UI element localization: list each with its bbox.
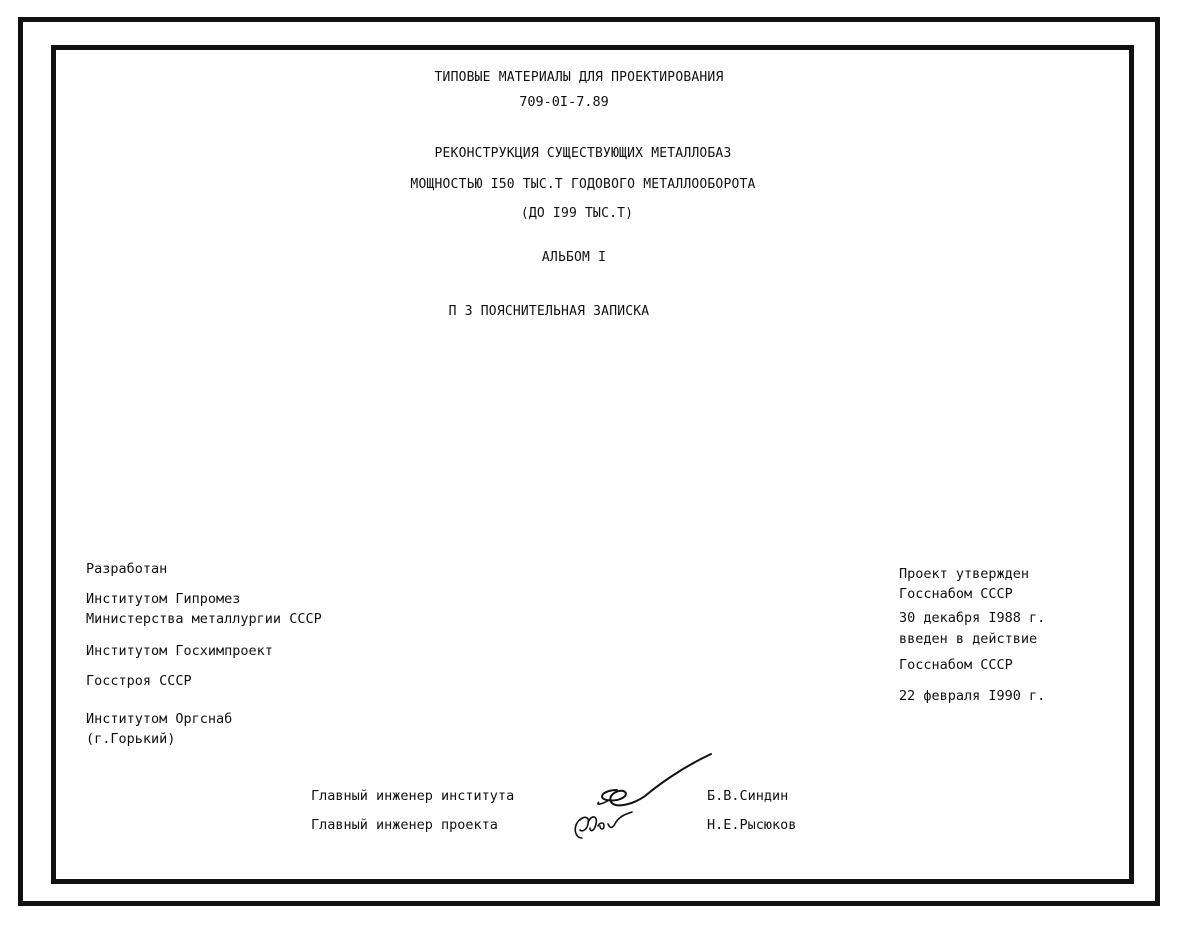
org-3-line-1: Институтом Оргснаб [86, 711, 233, 727]
approval-line-4: введен в действие [899, 631, 1038, 647]
album-label: АЛЬБОМ I [541, 250, 607, 265]
title-line-2: МОЩНОСТЬЮ I50 ТЫС.Т ГОДОВОГО МЕТАЛЛООБОРОТА [410, 177, 756, 192]
org-3-line-2: (г.Горький) [86, 731, 176, 747]
section-title: П З ПОЯСНИТЕЛЬНАЯ ЗАПИСКА [448, 304, 650, 319]
org-2-line-2: Госстроя СССР [86, 673, 192, 689]
approval-line-3: 30 декабря I988 г. [899, 610, 1046, 626]
document-code: 709-0I-7.89 [519, 94, 609, 110]
org-1-line-2: Министерства металлургии СССР [86, 611, 322, 627]
org-2-line-1: Институтом Госхимпроект [86, 643, 273, 659]
approval-line-5: Госснабом СССР [899, 657, 1013, 673]
approval-line-6: 22 февраля I990 г. [899, 688, 1046, 704]
approval-line-2: Госснабом СССР [899, 586, 1013, 602]
handwritten-signature-2 [568, 808, 658, 848]
signature-role-2: Главный инженер проекта [311, 817, 498, 833]
title-line-3: (ДО I99 ТЫС.Т) [520, 206, 634, 221]
title-line-1: РЕКОНСТРУКЦИЯ СУЩЕСТВУЮЩИХ МЕТАЛЛОБАЗ [434, 146, 732, 161]
signature-name-1: Б.В.Синдин [707, 788, 789, 804]
approval-line-1: Проект утвержден [899, 566, 1030, 582]
header-title: ТИПОВЫЕ МАТЕРИАЛЫ ДЛЯ ПРОЕКТИРОВАНИЯ [434, 70, 724, 85]
developed-label: Разработан [86, 561, 168, 577]
signature-name-2: Н.Е.Рысюков [707, 817, 797, 833]
signature-role-1: Главный инженер института [311, 788, 515, 804]
org-1-line-1: Институтом Гипромез [86, 591, 241, 607]
